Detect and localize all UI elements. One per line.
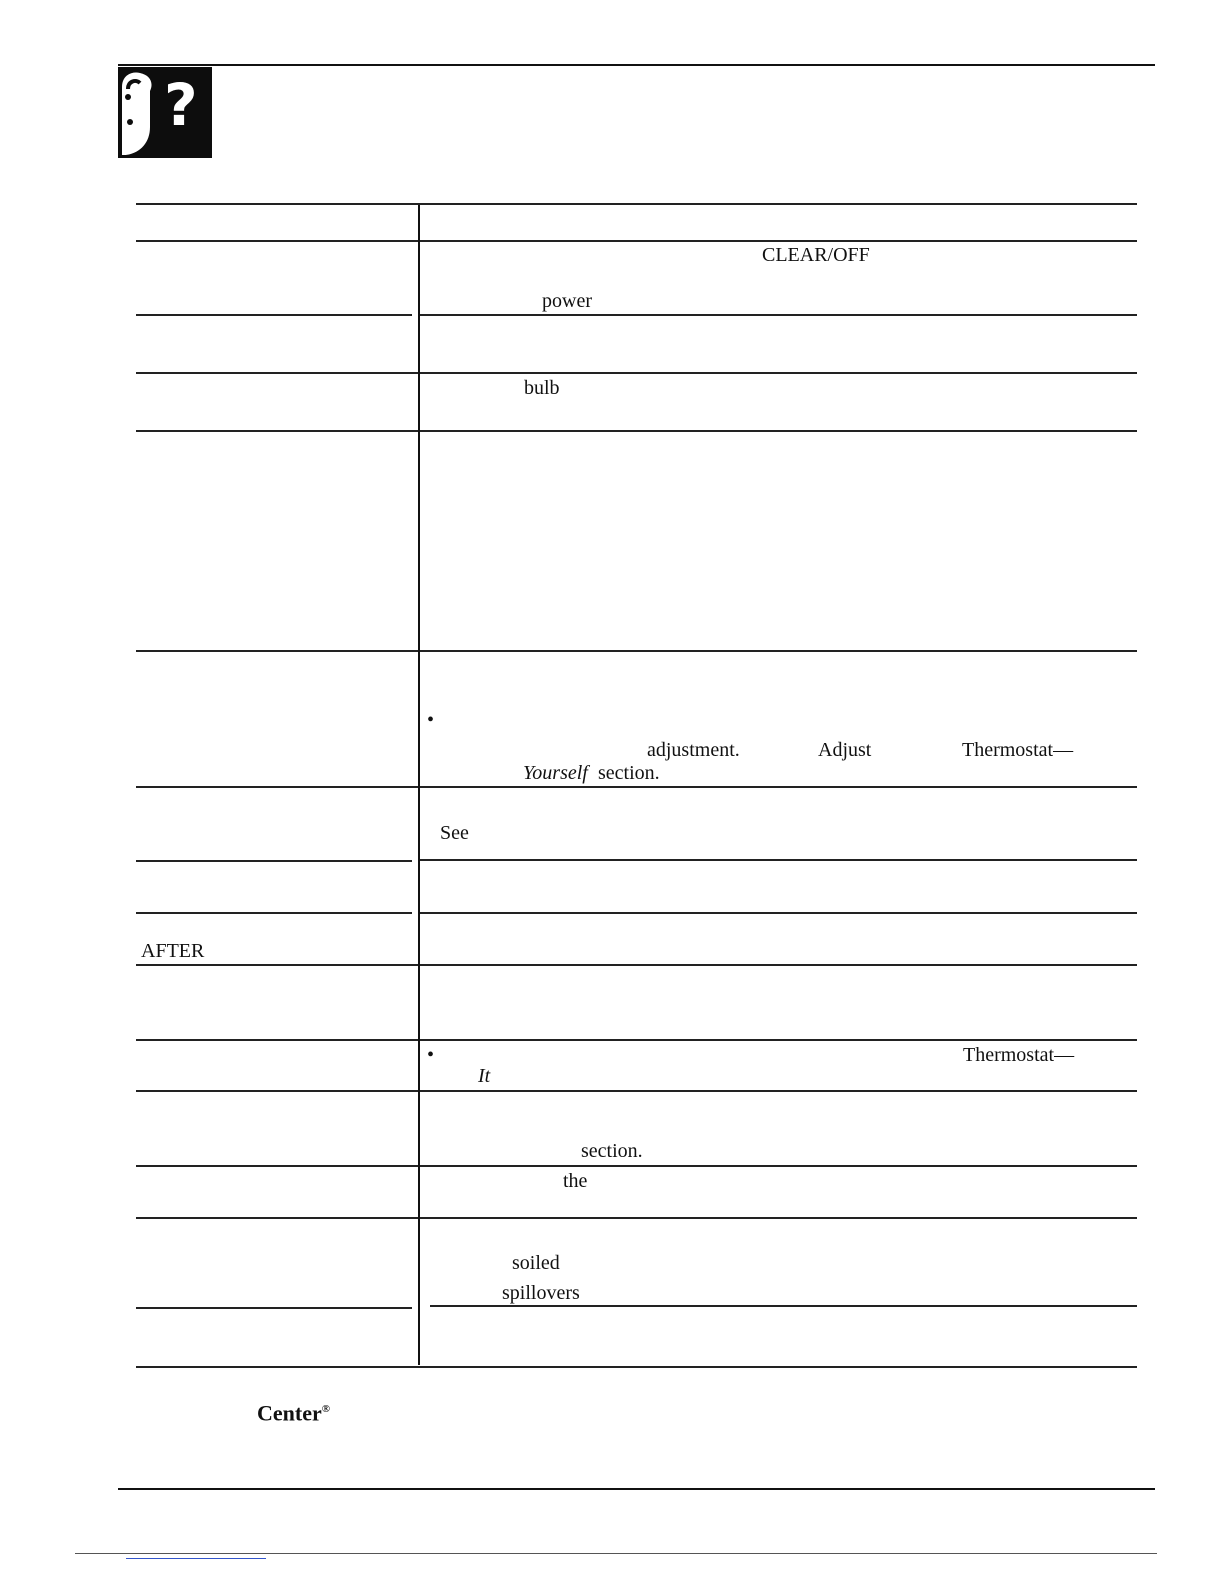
footer-rule [75, 1553, 1157, 1554]
row-rule [136, 1217, 1137, 1219]
section-text: section. [581, 1140, 643, 1162]
soiled-text: soiled [512, 1252, 560, 1274]
row-rule [136, 1039, 1137, 1041]
row-rule [136, 650, 1137, 652]
row-rule [136, 430, 1137, 432]
the-text: the [563, 1170, 588, 1192]
question-logo-icon [118, 67, 212, 158]
power-text: power [542, 290, 592, 312]
spillovers-text: spillovers [502, 1282, 580, 1304]
row-rule-right [420, 912, 1137, 914]
row-rule [136, 372, 1137, 374]
header-rule [118, 64, 1155, 66]
svg-text:?: ? [164, 71, 198, 139]
row-rule-left [136, 912, 412, 914]
yourself-text: Yourself [523, 762, 588, 784]
bulb-text: bulb [524, 377, 560, 399]
table-bottom-rule [136, 1366, 1137, 1368]
thermostat-text: Thermostat— [962, 739, 1074, 761]
it-text: It [478, 1065, 491, 1087]
problem-label-after: AFTER [141, 940, 205, 962]
row-rule [136, 1090, 1137, 1092]
bullet-text: • [427, 709, 435, 731]
row-rule-left [136, 314, 412, 316]
adjust-text: Adjust [818, 739, 872, 761]
center-label-text: Center [257, 1400, 322, 1426]
column-divider [418, 205, 420, 1365]
row-rule [136, 786, 1137, 788]
table-header-rule [136, 240, 1137, 242]
row-rule-left [136, 1307, 412, 1309]
section-text: section. [598, 762, 660, 784]
table-top-rule [136, 203, 1137, 205]
center-label [257, 1398, 330, 1424]
bottom-rule [118, 1488, 1155, 1490]
row-rule-right [430, 1305, 1137, 1307]
row-rule-right [420, 859, 1137, 861]
clear-off-text: CLEAR/OFF [762, 244, 870, 266]
row-rule [136, 1165, 1137, 1167]
thermostat-text: Thermostat— [963, 1044, 1075, 1066]
registered-mark: ® [321, 1403, 330, 1415]
adjustment-text: adjustment. [647, 739, 740, 761]
row-rule-left [136, 860, 412, 862]
row-rule [136, 964, 1137, 966]
bullet-text: • [427, 1044, 435, 1066]
footer-link-underline [126, 1558, 266, 1559]
see-text: See [440, 822, 469, 844]
row-rule-right [420, 314, 1137, 316]
